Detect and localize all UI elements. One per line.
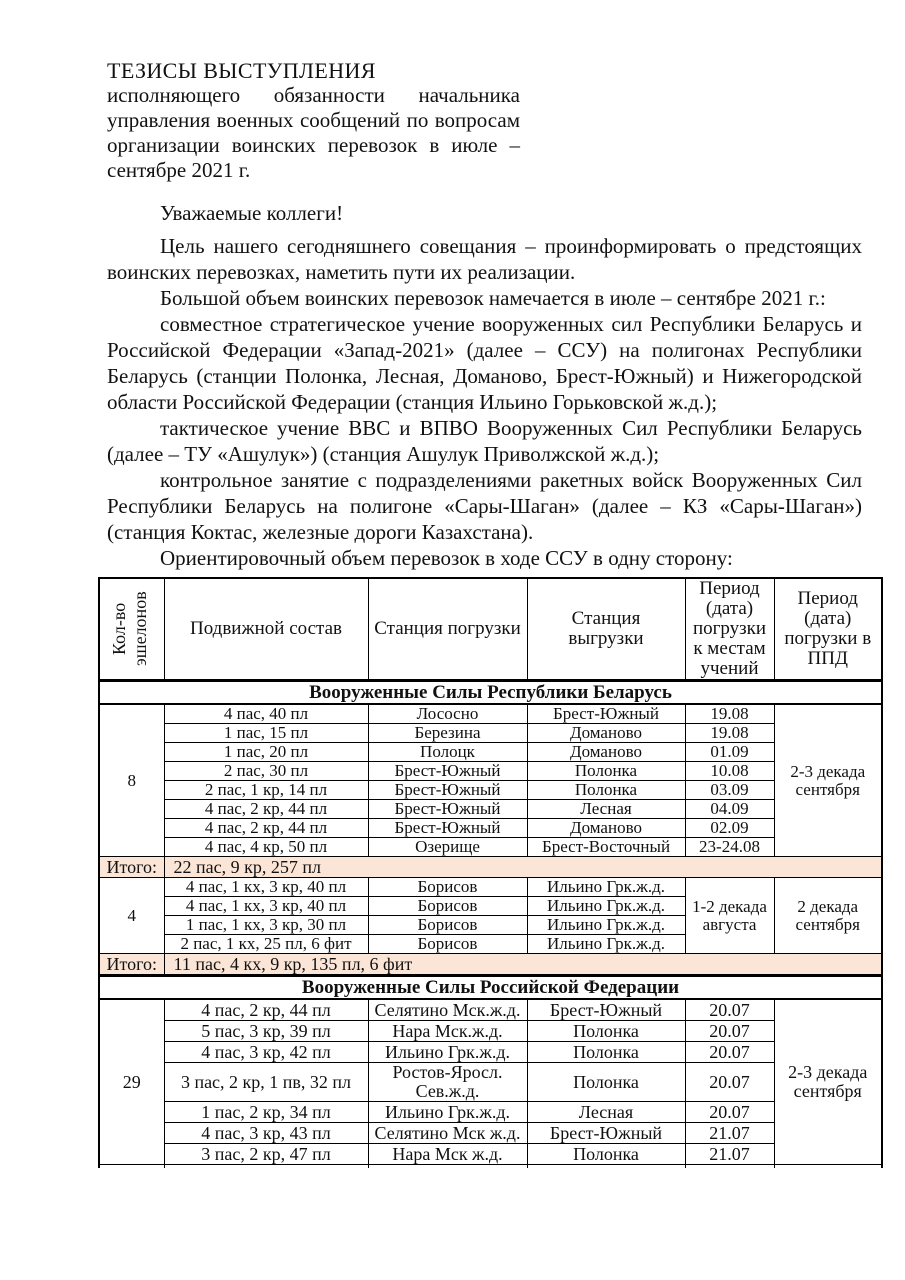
period-to-exercises-cell: 19.08: [685, 704, 774, 724]
rolling-stock-cell: 4 пас, 2 кр, 44 пл: [164, 819, 368, 838]
period-to-ppd-cell: 2-3 декада сентября: [774, 999, 882, 1165]
rolling-stock-cell: 2 пас, 30 пл: [164, 762, 368, 781]
column-header: Станция погрузки: [368, 578, 527, 681]
period-to-exercises-cell: 20.07: [685, 999, 774, 1021]
unload-station-cell: Полонка: [527, 1042, 685, 1063]
load-station-cell: Брест-Южный: [368, 819, 527, 838]
table-section-row: [99, 681, 882, 705]
table-row: [99, 781, 882, 800]
period-to-exercises-cell: 20.07: [685, 1042, 774, 1063]
load-station-cell: Ильино Грк.ж.д.: [368, 1042, 527, 1063]
document-title-block: [107, 58, 520, 183]
paragraph: Большой объем воинских перевозок намечается в июле – сентябре 2021 г.:: [160, 286, 826, 310]
period-to-exercises-cell: 19.08: [685, 724, 774, 743]
unload-station-cell: Полонка: [527, 762, 685, 781]
salutation: Уважаемые коллеги!: [160, 201, 344, 225]
load-station-cell: Ростов-Яросл. Сев.ж.д.: [368, 1063, 527, 1102]
table-row: [99, 1021, 882, 1042]
load-station-cell: Лососно: [368, 704, 527, 724]
load-station-cell: Озерище: [368, 838, 527, 857]
table-row: [99, 1102, 882, 1123]
unload-station-cell: Доманово: [527, 724, 685, 743]
unload-station-cell: Ильино Грк.ж.д.: [527, 897, 685, 916]
table-row: [99, 743, 882, 762]
table-row: [99, 1042, 882, 1063]
load-station-cell: Брест-Южный: [368, 781, 527, 800]
table-section-row: [99, 976, 882, 1000]
unload-station-cell: Доманово: [527, 743, 685, 762]
load-station-cell: Селятино Мск.ж.д.: [368, 999, 527, 1021]
paragraph: Цель нашего сегодняшнего совещания – проинформировать о предстоящих воинских перевозках, наметить пути их реализации.: [107, 234, 862, 284]
rolling-stock-cell: 3 пас, 2 кр, 1 пв, 32 пл: [164, 1063, 368, 1102]
load-station-cell: Полоцк: [368, 743, 527, 762]
unload-station-cell: Ильино Грк.ж.д.: [527, 916, 685, 935]
rolling-stock-cell: 4 пас, 3 кр, 42 пл: [164, 1042, 368, 1063]
rolling-stock-cell: 3 пас, 2 кр, 47 пл: [164, 1144, 368, 1165]
total-row: [99, 954, 882, 976]
unload-station-cell: Брест-Восточный: [527, 838, 685, 857]
rolling-stock-cell: 4 пас, 4 кр, 50 пл: [164, 838, 368, 857]
period-to-exercises-cell: 20.07: [685, 1021, 774, 1042]
paragraph: тактическое учение ВВС и ВПВО Вооруженных Сил Республики Беларусь (далее – ТУ «Ашулук») (станция Ашулук Приволжской ж.д.);: [107, 416, 862, 466]
column-header: [527, 578, 685, 681]
unload-station-cell: Полонка: [527, 1021, 685, 1042]
total-value: 11 пас, 4 кх, 9 кр, 135 пл, 6 фит: [164, 954, 882, 976]
echelon-count-cell: 29: [99, 999, 164, 1165]
table-section-title: Вооруженные Силы Российской Федерации: [99, 976, 882, 1000]
table-row: [99, 800, 882, 819]
rolling-stock-cell: 5 пас, 3 кр, 39 пл: [164, 1021, 368, 1042]
total-value: 22 пас, 9 кр, 257 пл: [164, 857, 882, 878]
load-station-cell: Селятино Мск ж.д.: [368, 1123, 527, 1144]
table-row: [99, 1144, 882, 1165]
echelon-count-cell: 4: [99, 878, 164, 954]
period-to-ppd-cell: 2-3 декада сентября: [774, 704, 882, 857]
column-header: Период (дата) погрузки к местам учений: [685, 578, 774, 681]
column-header: Подвижной состав: [164, 578, 368, 681]
table-row: [99, 999, 882, 1021]
load-station-cell: Борисов: [368, 878, 527, 897]
document-heading: ТЕЗИСЫ ВЫСТУПЛЕНИЯ: [107, 58, 376, 83]
table-cut-cell: [527, 1165, 685, 1169]
period-to-exercises-cell: 20.07: [685, 1102, 774, 1123]
table-row: [99, 762, 882, 781]
table-section-title: Вооруженные Силы Республики Беларусь: [99, 681, 882, 705]
rolling-stock-cell: 1 пас, 2 кр, 34 пл: [164, 1102, 368, 1123]
unload-station-cell: Ильино Грк.ж.д.: [527, 935, 685, 954]
period-to-exercises-cell: 21.07: [685, 1144, 774, 1165]
transport-table-wrapper: [98, 577, 872, 1168]
paragraph: Ориентировочный объем перевозок в ходе ССУ в одну сторону:: [160, 546, 733, 570]
rolling-stock-cell: 4 пас, 1 кх, 3 кр, 40 пл: [164, 897, 368, 916]
unload-station-cell: Полонка: [527, 1063, 685, 1102]
table-cut-cell: [368, 1165, 527, 1169]
unload-station-cell: Доманово: [527, 819, 685, 838]
column-header-text: Станция выгрузки: [568, 608, 644, 649]
load-station-cell: Борисов: [368, 916, 527, 935]
rolling-stock-cell: 1 пас, 1 кх, 3 кр, 30 пл: [164, 916, 368, 935]
paragraph: совместное стратегическое учение вооруженных сил Республики Беларусь и Российской Федерации «Запад-2021» (далее – ССУ) на полигонах Республики Беларусь (станции Полонка, Лесная, Доманово, Брест-Южный) и Нижегородской области Российской Федерации (станция Ильино Горьковской ж.д.);: [107, 312, 862, 414]
total-label: Итого:: [99, 857, 164, 878]
table-cut-row: [99, 1165, 882, 1169]
period-to-exercises-cell: 01.09: [685, 743, 774, 762]
unload-station-cell: Лесная: [527, 1102, 685, 1123]
table-header: [99, 578, 882, 681]
period-to-exercises-cell: 20.07: [685, 1063, 774, 1102]
load-station-cell: Борисов: [368, 897, 527, 916]
rolling-stock-cell: 4 пас, 2 кр, 44 пл: [164, 800, 368, 819]
unload-station-cell: Полонка: [527, 781, 685, 800]
rolling-stock-cell: 4 пас, 2 кр, 44 пл: [164, 999, 368, 1021]
rolling-stock-cell: 4 пас, 1 кх, 3 кр, 40 пл: [164, 878, 368, 897]
rolling-stock-cell: 1 пас, 20 пл: [164, 743, 368, 762]
period-to-exercises-cell: 04.09: [685, 800, 774, 819]
table-row: [99, 1063, 882, 1102]
table-cut-cell: [164, 1165, 368, 1169]
load-station-cell: Нара Мск.ж.д.: [368, 1021, 527, 1042]
echelon-count-cell: 8: [99, 704, 164, 857]
period-to-exercises-cell: 03.09: [685, 781, 774, 800]
load-station-cell: Брест-Южный: [368, 762, 527, 781]
table-cut-cell: [774, 1165, 882, 1169]
column-header: Период (дата) погрузки в ППД: [774, 578, 882, 681]
table-row: [99, 838, 882, 857]
period-to-exercises-cell: 02.09: [685, 819, 774, 838]
period-to-ppd-cell: 2 декада сентября: [774, 878, 882, 954]
column-header: [99, 578, 164, 681]
table-row: [99, 704, 882, 724]
unload-station-cell: Полонка: [527, 1144, 685, 1165]
unload-station-cell: Брест-Южный: [527, 1123, 685, 1144]
load-station-cell: Брест-Южный: [368, 800, 527, 819]
rolling-stock-cell: 2 пас, 1 кх, 25 пл, 6 фит: [164, 935, 368, 954]
body-paragraphs: [107, 233, 862, 571]
unload-station-cell: Ильино Грк.ж.д.: [527, 878, 685, 897]
unload-station-cell: Лесная: [527, 800, 685, 819]
rolling-stock-cell: 4 пас, 3 кр, 43 пл: [164, 1123, 368, 1144]
table-cut-cell: [99, 1165, 164, 1169]
table-header-row: [99, 578, 882, 681]
load-station-cell: Нара Мск ж.д.: [368, 1144, 527, 1165]
table-row: [99, 1123, 882, 1144]
table-row: [99, 819, 882, 838]
transport-table: [98, 577, 883, 1168]
period-to-exercises-cell: 1-2 декада августа: [685, 878, 774, 954]
document-content: [106, 58, 872, 1168]
period-to-exercises-cell: 21.07: [685, 1123, 774, 1144]
column-header-vertical-text: Кол-во эшелонов: [108, 591, 150, 667]
total-row: [99, 857, 882, 878]
paragraph: контрольное занятие с подразделениями ракетных войск Вооруженных Сил Республики Беларусь на полигоне «Сары-Шаган» (далее – КЗ «Сары-Шаган») (станция Коктас, железные дороги Казахстана).: [107, 468, 862, 544]
table-body: [99, 681, 882, 1169]
load-station-cell: Борисов: [368, 935, 527, 954]
rolling-stock-cell: 1 пас, 15 пл: [164, 724, 368, 743]
total-label: Итого:: [99, 954, 164, 976]
load-station-cell: Березина: [368, 724, 527, 743]
rolling-stock-cell: 4 пас, 40 пл: [164, 704, 368, 724]
table-row: [99, 724, 882, 743]
table-row: [99, 878, 882, 897]
period-to-exercises-cell: 10.08: [685, 762, 774, 781]
period-to-exercises-cell: 23-24.08: [685, 838, 774, 857]
table-cut-cell: [685, 1165, 774, 1169]
unload-station-cell: Брест-Южный: [527, 704, 685, 724]
unload-station-cell: Брест-Южный: [527, 999, 685, 1021]
load-station-cell: Ильино Грк.ж.д.: [368, 1102, 527, 1123]
document-subtitle: исполняющего обязанности начальника управления военных сообщений по вопросам организации воинских перевозок в июле – сентябре 2021 г.: [107, 83, 520, 182]
rolling-stock-cell: 2 пас, 1 кр, 14 пл: [164, 781, 368, 800]
